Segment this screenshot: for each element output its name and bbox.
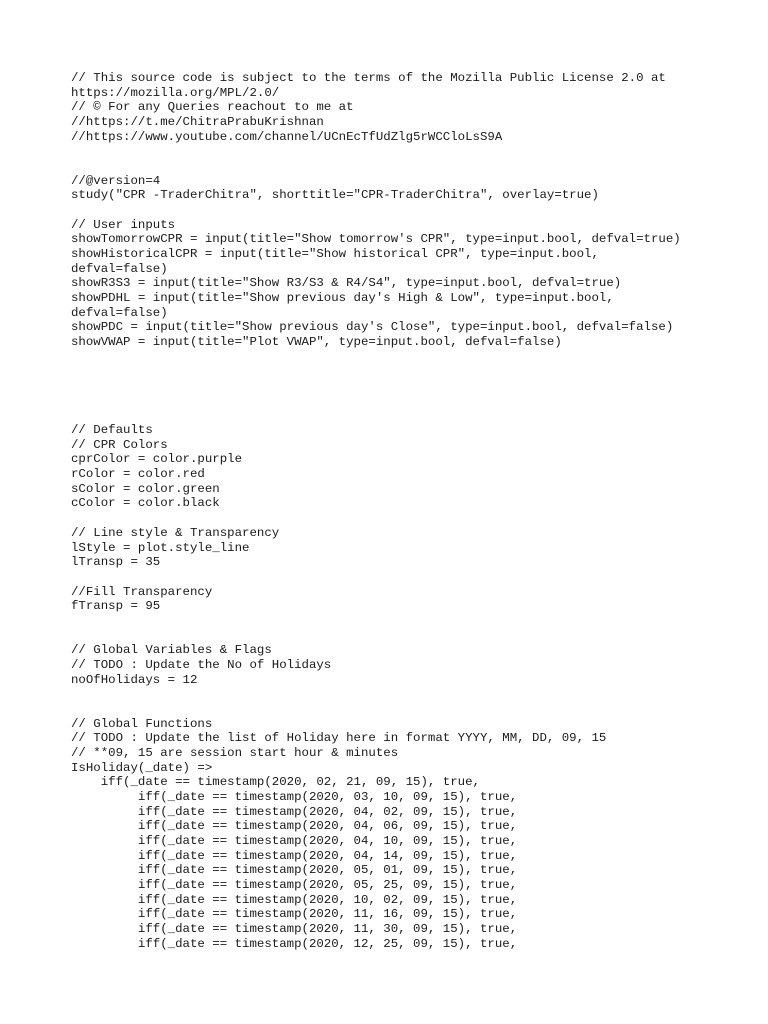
code-line: // TODO : Update the list of Holiday here in format YYYY, MM, DD, 09, 15: [71, 731, 607, 746]
code-line: cColor = color.black: [71, 496, 220, 511]
code-line: // © For any Queries reachout to me at: [71, 100, 354, 115]
code-line: // Global Variables & Flags: [71, 643, 272, 658]
code-line: //https://www.youtube.com/channel/UCnEcTfUdZlg5rWCCloLsS9A: [71, 129, 503, 144]
code-line: showPDHL = input(title="Show previous day's High & Low", type=input.bool,: [71, 291, 614, 306]
code-line: lStyle = plot.style_line: [71, 540, 250, 555]
code-line: showR3S3 = input(title="Show R3/S3 & R4/S4", type=input.bool, defval=true): [71, 276, 622, 291]
code-line: study("CPR -TraderChitra", shorttitle="CPR-TraderChitra", overlay=true): [71, 188, 599, 203]
code-line: // Defaults: [71, 423, 153, 438]
code-line: iff(_date == timestamp(2020, 02, 21, 09, 15), true,: [71, 775, 480, 790]
code-line: // User inputs: [71, 217, 176, 232]
code-line: //https://t.me/ChitraPrabuKrishnan: [71, 115, 324, 130]
code-line: rColor = color.red: [71, 467, 205, 482]
code-line: iff(_date == timestamp(2020, 04, 06, 09, 15), true,: [71, 819, 518, 834]
code-line: [71, 159, 681, 174]
code-line: iff(_date == timestamp(2020, 04, 10, 09, 15), true,: [71, 833, 518, 848]
source-code-block: [71, 71, 681, 951]
code-line: [71, 408, 681, 423]
code-line: [71, 511, 681, 526]
code-line: [71, 203, 681, 218]
code-line: defval=false): [71, 261, 168, 276]
code-line: //@version=4: [71, 173, 161, 188]
code-line: lTransp = 35: [71, 555, 161, 570]
code-line: [71, 394, 681, 409]
code-line: [71, 687, 681, 702]
code-line: iff(_date == timestamp(2020, 04, 14, 09, 15), true,: [71, 848, 518, 863]
code-line: iff(_date == timestamp(2020, 11, 30, 09, 15), true,: [71, 921, 518, 936]
code-line: // Global Functions: [71, 716, 213, 731]
code-line: iff(_date == timestamp(2020, 12, 25, 09, 15), true,: [71, 936, 518, 951]
code-line: fTransp = 95: [71, 599, 161, 614]
code-line: [71, 350, 681, 365]
code-line: [71, 364, 681, 379]
code-line: https://mozilla.org/MPL/2.0/: [71, 85, 280, 100]
code-line: showPDC = input(title="Show previous day's Close", type=input.bool, defval=false): [71, 320, 674, 335]
code-line: [71, 570, 681, 585]
code-line: noOfHolidays = 12: [71, 672, 198, 687]
code-line: [71, 144, 681, 159]
code-line: // **09, 15 are session start hour & minutes: [71, 745, 399, 760]
code-line: iff(_date == timestamp(2020, 05, 01, 09, 15), true,: [71, 863, 518, 878]
code-line: // This source code is subject to the terms of the Mozilla Public License 2.0 at: [71, 71, 666, 85]
code-line: [71, 629, 681, 644]
code-line: iff(_date == timestamp(2020, 11, 16, 09, 15), true,: [71, 907, 518, 922]
code-line: [71, 702, 681, 717]
code-line: // CPR Colors: [71, 437, 168, 452]
code-line: [71, 379, 681, 394]
code-line: //Fill Transparency: [71, 584, 213, 599]
code-line: showVWAP = input(title="Plot VWAP", type=input.bool, defval=false): [71, 335, 562, 350]
code-line: iff(_date == timestamp(2020, 05, 25, 09, 15), true,: [71, 877, 518, 892]
code-line: showHistoricalCPR = input(title="Show historical CPR", type=input.bool,: [71, 247, 599, 262]
code-line: showTomorrowCPR = input(title="Show tomorrow's CPR", type=input.bool, defval=true): [71, 232, 681, 247]
code-line: [71, 614, 681, 629]
code-line: // Line style & Transparency: [71, 525, 280, 540]
code-line: cprColor = color.purple: [71, 452, 243, 467]
code-line: iff(_date == timestamp(2020, 04, 02, 09, 15), true,: [71, 804, 518, 819]
code-line: iff(_date == timestamp(2020, 10, 02, 09, 15), true,: [71, 892, 518, 907]
code-line: // TODO : Update the No of Holidays: [71, 657, 332, 672]
code-line: IsHoliday(_date) =>: [71, 760, 213, 775]
code-line: defval=false): [71, 305, 168, 320]
code-line: iff(_date == timestamp(2020, 03, 10, 09, 15), true,: [71, 789, 518, 804]
code-line: sColor = color.green: [71, 481, 220, 496]
